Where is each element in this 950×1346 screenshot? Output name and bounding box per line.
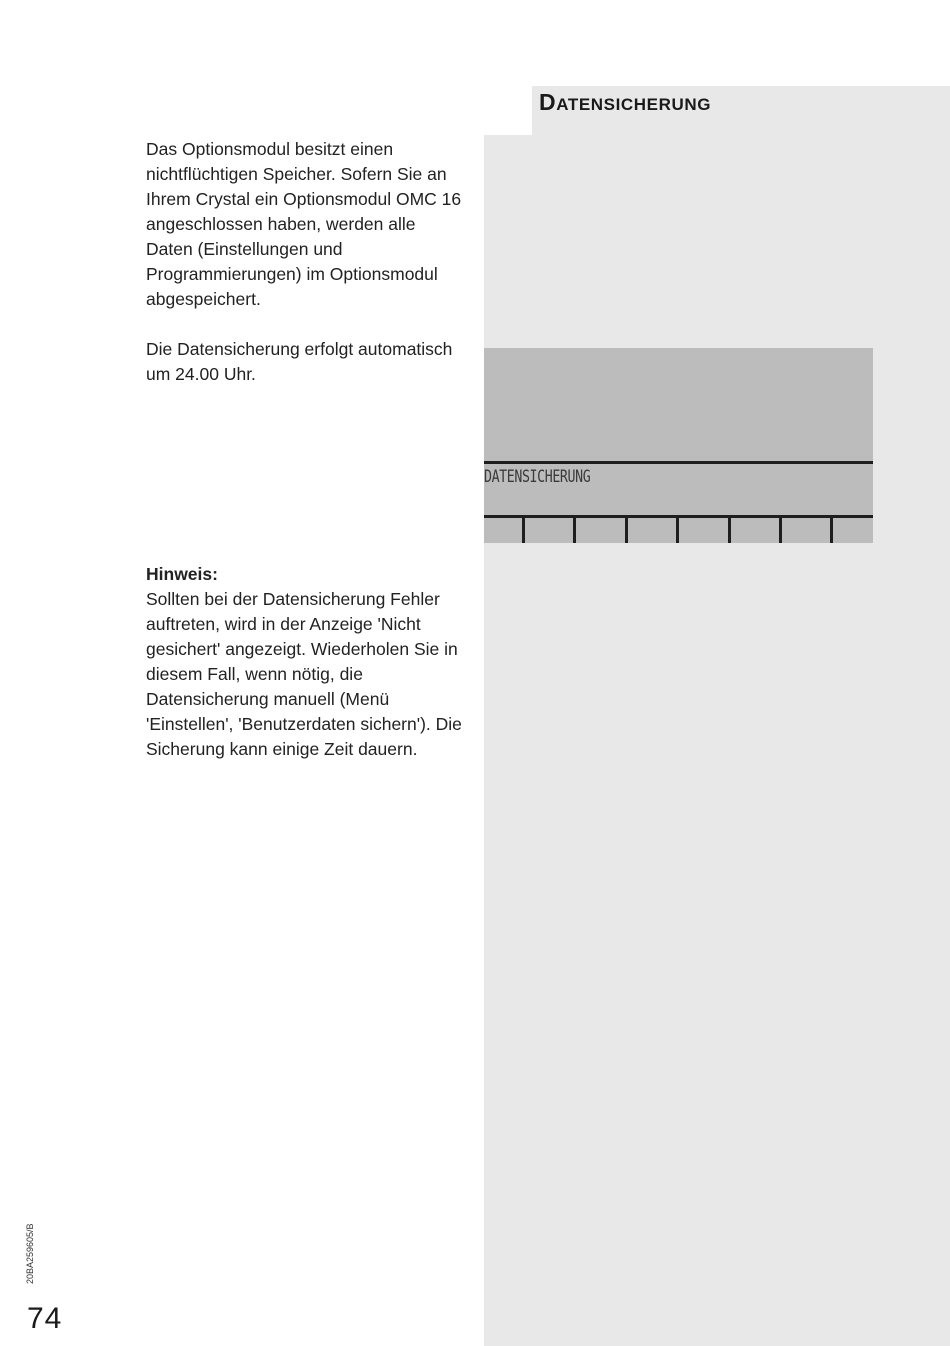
lcd-display [484, 348, 873, 543]
page-number: 74 [27, 1302, 63, 1335]
softkey-divider [728, 518, 731, 543]
lcd-status-text: DATENSICHERUNG [484, 467, 591, 487]
intro-paragraph: Das Optionsmodul besitzt einen nichtflüchtigen Speicher. Sofern Sie an Ihrem Crystal ein Optionsmodul OMC 16 angeschlossen haben, werden alle Daten (Einstellungen und Programmierungen) im Optionsmodul abgespeichert. [146, 139, 462, 309]
note-heading: Hinweis: [146, 564, 218, 584]
softkey-divider [830, 518, 833, 543]
softkey-divider [625, 518, 628, 543]
section-title-initial: D [539, 89, 557, 115]
note-block [146, 562, 466, 762]
gray-side-column [484, 86, 950, 1346]
softkey-divider [676, 518, 679, 543]
lcd-softkey-row [484, 518, 873, 543]
section-title [539, 88, 711, 119]
softkey-divider [522, 518, 525, 543]
section-title-rest: ATENSICHERUNG [556, 95, 712, 114]
schedule-paragraph: Die Datensicherung erfolgt automatisch um 24.00 Uhr. [146, 339, 453, 384]
note-text: Sollten bei der Datensicherung Fehler auftreten, wird in der Anzeige 'Nicht gesichert' angezeigt. Wiederholen Sie in diesem Fall, wenn nötig, die Datensicherung manuell (Menü 'Einstellen', 'Benutzerdaten sichern'). Die Sicherung kann einige Zeit dauern. [146, 589, 462, 759]
title-notch [484, 86, 532, 135]
lcd-separator-top [484, 461, 873, 464]
document-code: 20BA259605/B [25, 1223, 35, 1284]
softkey-divider [573, 518, 576, 543]
softkey-divider [779, 518, 782, 543]
